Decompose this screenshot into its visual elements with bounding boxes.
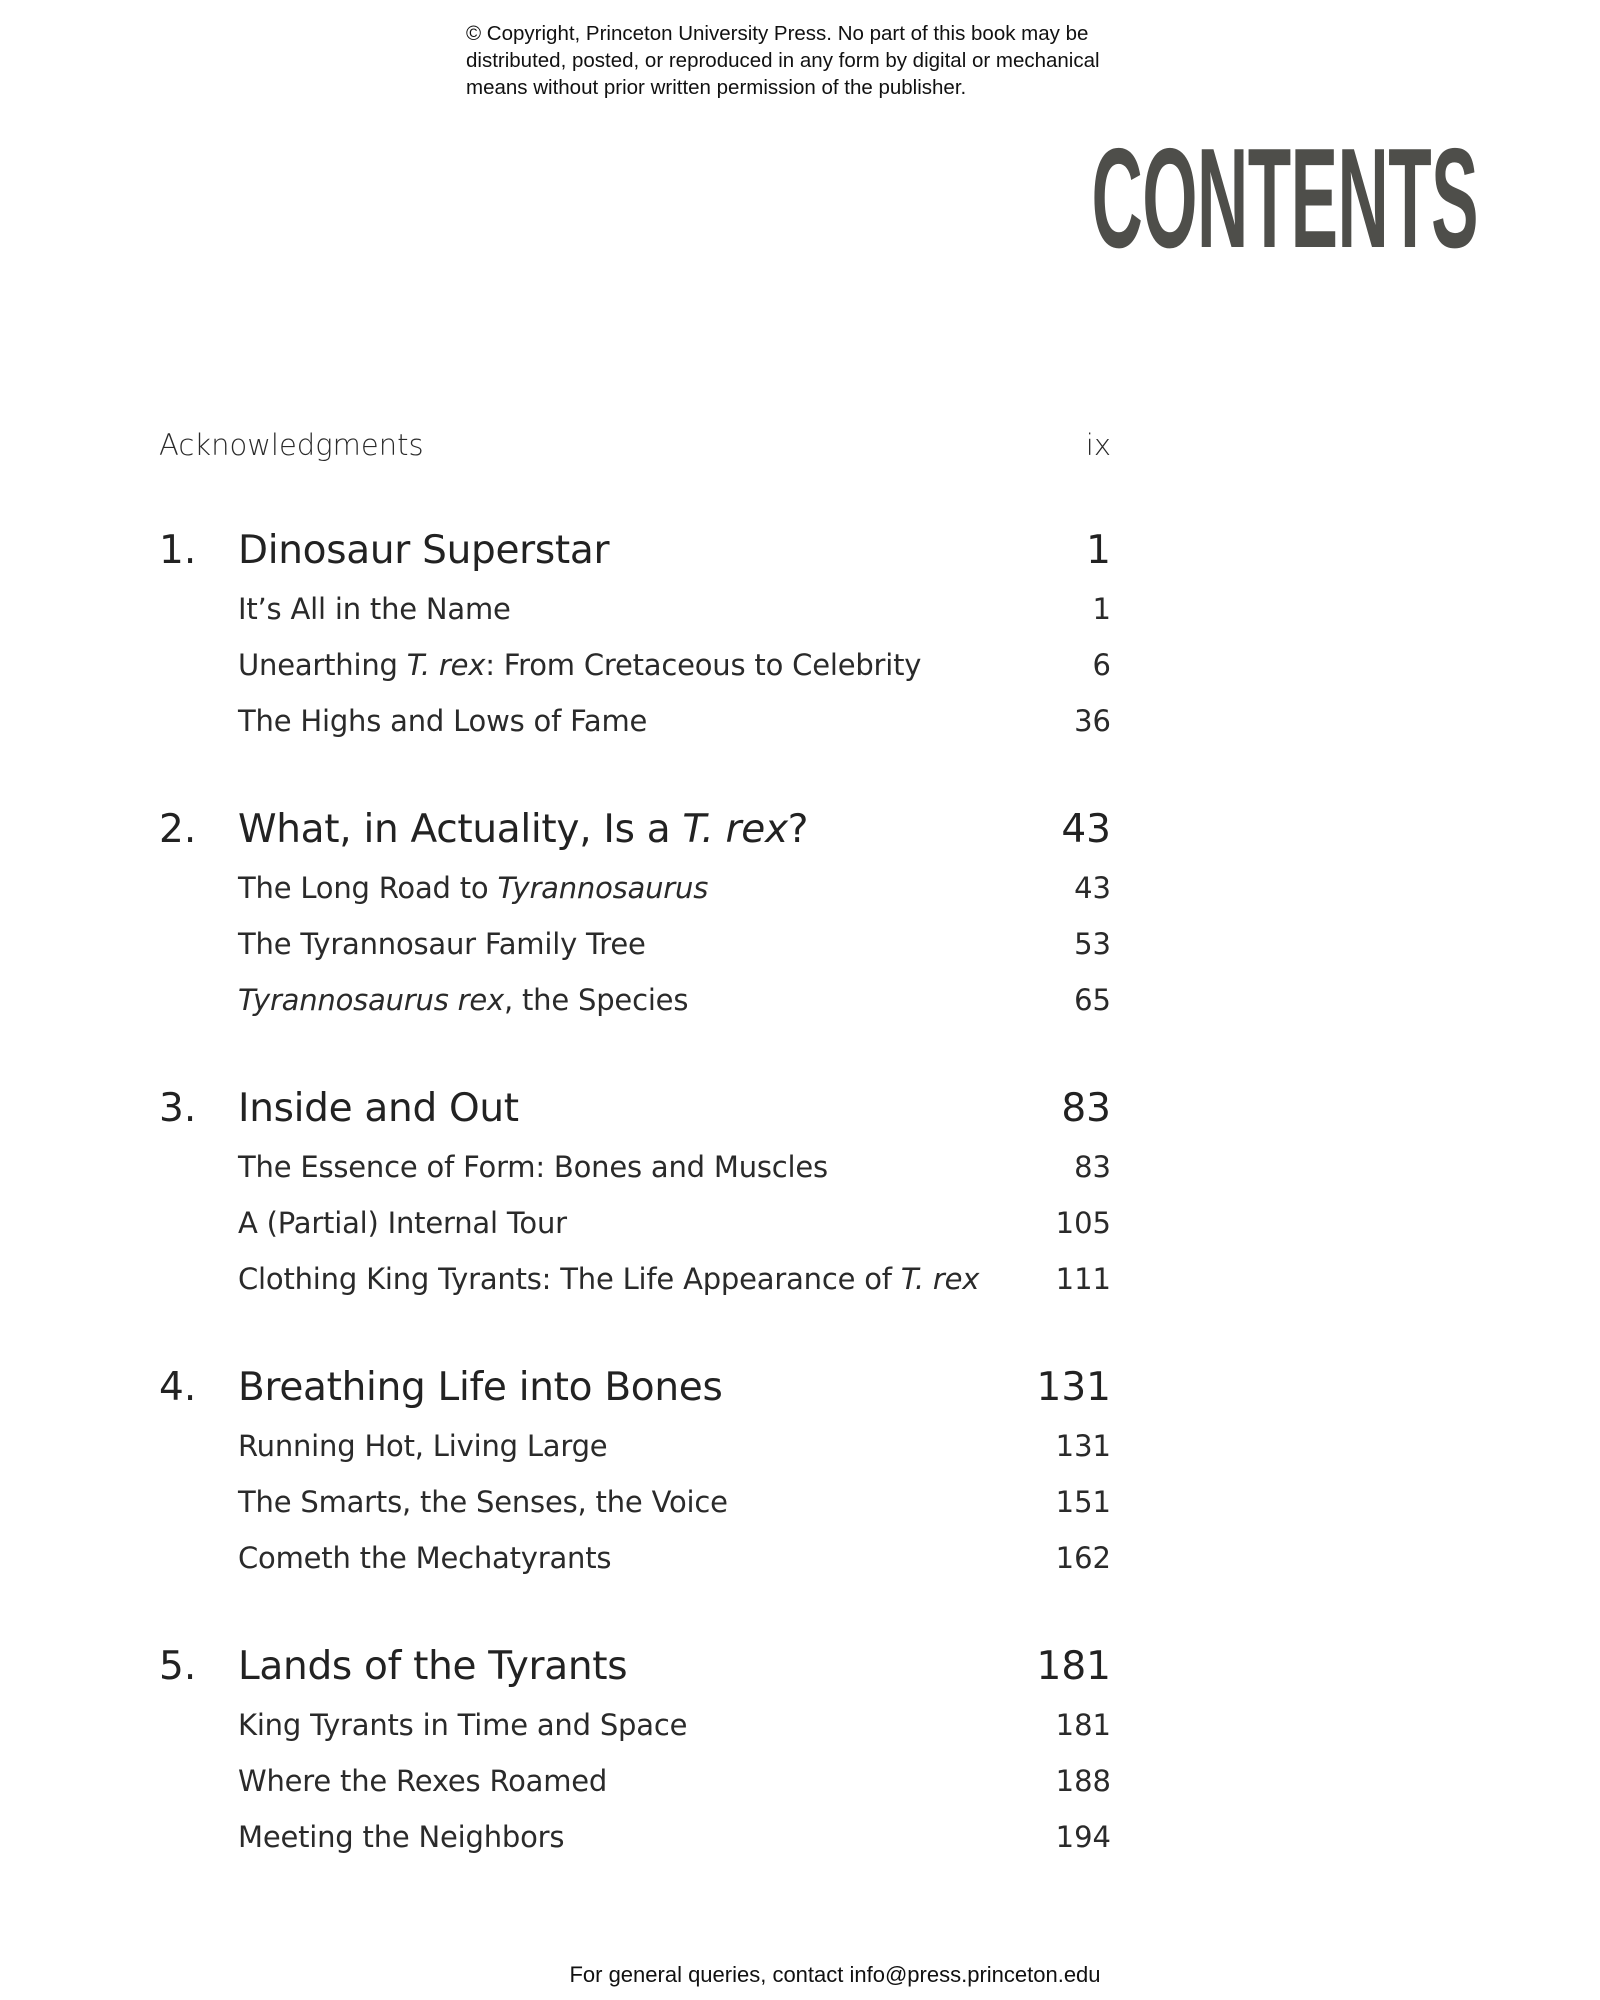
section-title: Where the Rexes Roamed bbox=[238, 1764, 608, 1798]
section-title: King Tyrants in Time and Space bbox=[238, 1708, 688, 1742]
section-page: 83 bbox=[1074, 1150, 1111, 1184]
section-title-text: : From Cretaceous to Celebrity bbox=[485, 648, 922, 682]
section-title bbox=[238, 1262, 979, 1296]
section-page: 194 bbox=[1055, 1820, 1111, 1854]
section-page: 181 bbox=[1055, 1708, 1111, 1742]
section-entry[interactable] bbox=[0, 983, 1600, 1031]
section-entry[interactable] bbox=[0, 1820, 1600, 1868]
section-page: 162 bbox=[1055, 1541, 1111, 1575]
section-entry[interactable] bbox=[0, 1262, 1600, 1310]
section-entry[interactable] bbox=[0, 1485, 1600, 1533]
section-entry[interactable] bbox=[0, 648, 1600, 696]
section-entry[interactable] bbox=[0, 1708, 1600, 1756]
section-title bbox=[238, 648, 921, 682]
section-title-text: The Long Road to bbox=[238, 871, 498, 905]
chapter-page: 181 bbox=[1036, 1644, 1111, 1689]
chapter-number: 4. bbox=[159, 1365, 197, 1410]
section-title bbox=[238, 983, 688, 1017]
copyright-line: distributed, posted, or reproduced in any form by digital or mechanical bbox=[466, 49, 1100, 72]
section-title: The Highs and Lows of Fame bbox=[238, 704, 648, 738]
section-page: 6 bbox=[1092, 648, 1111, 682]
section-page: 1 bbox=[1092, 592, 1111, 626]
section-title: Cometh the Mechatyrants bbox=[238, 1541, 612, 1575]
chapter-page: 43 bbox=[1061, 807, 1111, 852]
section-entry[interactable] bbox=[0, 1206, 1600, 1254]
section-title-text: , the Species bbox=[503, 983, 689, 1017]
section-title-italic: Tyrannosaurus bbox=[497, 871, 709, 905]
section-page: 43 bbox=[1074, 871, 1111, 905]
section-title: It’s All in the Name bbox=[238, 592, 511, 626]
copyright-line: © Copyright, Princeton University Press. No part of this book may be bbox=[466, 22, 1089, 45]
chapter-title: Lands of the Tyrants bbox=[238, 1644, 628, 1689]
section-entry[interactable] bbox=[0, 592, 1600, 640]
chapter-page: 83 bbox=[1061, 1086, 1111, 1131]
section-page: 36 bbox=[1074, 704, 1111, 738]
chapter-number: 3. bbox=[159, 1086, 197, 1131]
chapter-number: 5. bbox=[159, 1644, 197, 1689]
chapter-title bbox=[238, 807, 808, 852]
chapter-1[interactable] bbox=[0, 528, 1600, 576]
section-title bbox=[238, 871, 708, 905]
chapter-title: Inside and Out bbox=[238, 1086, 519, 1131]
section-title: A (Partial) Internal Tour bbox=[238, 1206, 567, 1240]
copyright-notice bbox=[466, 20, 1186, 101]
chapter-page: 131 bbox=[1036, 1365, 1111, 1410]
section-page: 131 bbox=[1055, 1429, 1111, 1463]
section-title-text: Clothing King Tyrants: The Life Appearance of bbox=[238, 1262, 901, 1296]
toc-entry-acknowledgments[interactable] bbox=[0, 428, 1600, 476]
section-entry[interactable] bbox=[0, 1429, 1600, 1477]
section-title-italic: T. rex bbox=[900, 1262, 980, 1296]
chapter-title-italic: T. rex bbox=[682, 807, 788, 852]
chapter-2[interactable] bbox=[0, 807, 1600, 855]
section-page: 65 bbox=[1074, 983, 1111, 1017]
copyright-line: means without prior written permission of the publisher. bbox=[466, 76, 967, 99]
section-entry[interactable] bbox=[0, 927, 1600, 975]
section-page: 53 bbox=[1074, 927, 1111, 961]
section-title: The Essence of Form: Bones and Muscles bbox=[238, 1150, 828, 1184]
chapter-page: 1 bbox=[1086, 528, 1111, 573]
footer-contact: For general queries, contact info@press.princeton.edu bbox=[569, 1962, 1101, 1987]
toc-entry-page: ix bbox=[1085, 428, 1111, 462]
section-title-italic: Tyrannosaurus rex bbox=[238, 983, 504, 1017]
section-title: Running Hot, Living Large bbox=[238, 1429, 608, 1463]
chapter-title: Breathing Life into Bones bbox=[238, 1365, 723, 1410]
section-entry[interactable] bbox=[0, 871, 1600, 919]
chapter-title: Dinosaur Superstar bbox=[238, 528, 610, 573]
section-page: 105 bbox=[1055, 1206, 1111, 1240]
section-page: 188 bbox=[1055, 1764, 1111, 1798]
section-title-italic: T. rex bbox=[406, 648, 486, 682]
section-entry[interactable] bbox=[0, 1541, 1600, 1589]
section-title-text: Unearthing bbox=[238, 648, 407, 682]
chapter-3[interactable] bbox=[0, 1086, 1600, 1134]
page-title: CONTENTS bbox=[1091, 119, 1478, 278]
chapter-number: 2. bbox=[159, 807, 197, 852]
chapter-5[interactable] bbox=[0, 1644, 1600, 1692]
chapter-title-text: What, in Actuality, Is a bbox=[238, 807, 683, 852]
section-page: 151 bbox=[1055, 1485, 1111, 1519]
chapter-4[interactable] bbox=[0, 1365, 1600, 1413]
section-title: Meeting the Neighbors bbox=[238, 1820, 565, 1854]
section-entry[interactable] bbox=[0, 704, 1600, 752]
section-entry[interactable] bbox=[0, 1764, 1600, 1812]
toc-entry-label: Acknowledgments bbox=[159, 428, 424, 462]
section-entry[interactable] bbox=[0, 1150, 1600, 1198]
section-title: The Tyrannosaur Family Tree bbox=[238, 927, 646, 961]
chapter-title-text: ? bbox=[787, 807, 809, 852]
chapter-number: 1. bbox=[159, 528, 197, 573]
section-page: 111 bbox=[1055, 1262, 1111, 1296]
section-title: The Smarts, the Senses, the Voice bbox=[238, 1485, 728, 1519]
